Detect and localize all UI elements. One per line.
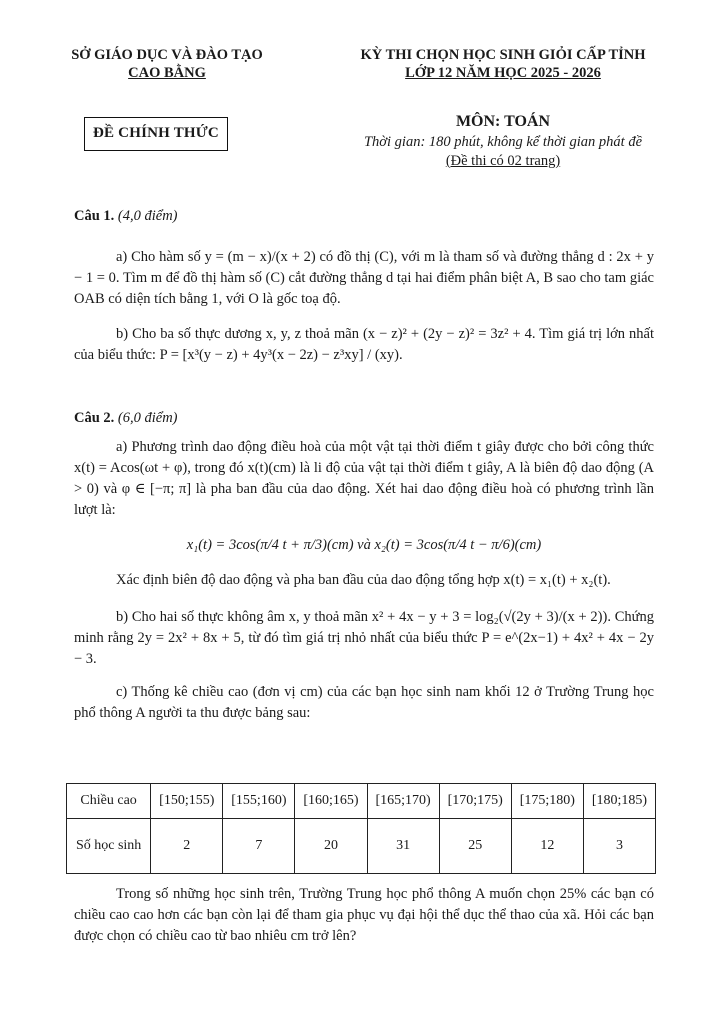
table-cell: [155;160): [223, 784, 295, 819]
table-row-label: Số học sinh: [67, 819, 151, 874]
question-2a-task: Xác định biên độ dao động và pha ban đầu của dao động tổng hợp x(t) = x₁(t) + x₂(t).: [116, 572, 611, 589]
table-header-label: Chiều cao: [67, 784, 151, 819]
table-cell: 20: [295, 819, 367, 874]
exam-year: LỚP 12 NĂM HỌC 2025 - 2026: [405, 65, 601, 82]
question-1-title: Câu 1. (4,0 điểm): [74, 208, 178, 224]
table-cell: 7: [223, 819, 295, 874]
table-cell: 25: [439, 819, 511, 874]
subject-block: [318, 112, 688, 170]
table-cell: 3: [583, 819, 655, 874]
question-2: [74, 408, 654, 724]
subject-title: MÔN: TOÁN: [455, 113, 551, 130]
question-2c-continued: [74, 884, 654, 947]
official-stamp: ĐỀ CHÍNH THỨC: [84, 117, 228, 151]
question-2c-task: Trong số những học sinh trên, Trường Trung học phổ thông A muốn chọn 25% các bạn có chiều cao cao hơn các bạn còn lại để tham gia phục vụ đại hội thể dục thể thao của xã. Hỏi các bạn được chọn có chiều cao từ bao nhiêu cm trở lên?: [74, 886, 654, 945]
table-row: [67, 784, 656, 819]
table-cell: 2: [151, 819, 223, 874]
question-1b: b) Cho ba số thực dương x, y, z thoả mãn (x − z)² + (2y − z)² = 3z² + 4. Tìm giá trị lớn nhất của biểu thức: P = [x³(y − z) + 4y³(x − 2z) − z³xy] / (xy).: [74, 326, 654, 364]
exam-title: KỲ THI CHỌN HỌC SINH GIỎI CẤP TỈNH: [360, 47, 646, 63]
question-2a: a) Phương trình dao động điều hoà của một vật tại thời điểm t giây được cho bởi công thức x(t) = Acos(ωt + φ), trong đó x(t)(cm) là li độ của vật tại thời điểm t giây, A là biên độ dao động (A > 0) và φ ∈ [−π; π] là pha ban đầu của dao động. Xét hai dao động điều hoà có phương trình lần lượt là:: [74, 439, 654, 519]
table-cell: 31: [367, 819, 439, 874]
page-count: (Đề thi có 02 trang): [445, 152, 561, 169]
question-2a-equations: x₁(t) = 3cos(π/4 t + π/3)(cm) và x₂(t) = 3cos(π/4 t − π/6)(cm): [186, 537, 542, 554]
question-2b: b) Cho hai số thực không âm x, y thoả mãn x² + 4x − y + 3 = log₂(√(2y + 3)/(x + 2)). Chứng minh rằng 2y = 2x² + 8x + 5, từ đó tìm giá trị nhỏ nhất của biểu thức P = e^(2x−1) + 4x² + 4x − 2y − 3.: [74, 609, 654, 668]
height-frequency-table: [66, 783, 656, 874]
table-cell: [180;185): [583, 784, 655, 819]
question-2c: c) Thống kê chiều cao (đơn vị cm) của các bạn học sinh nam khối 12 ở Trường Trung học phổ thông A người ta thu được bảng sau:: [74, 684, 654, 722]
question-2-title: Câu 2. (6,0 điểm): [74, 410, 178, 426]
table-cell: [165;170): [367, 784, 439, 819]
question-1a: a) Cho hàm số y = (m − x)/(x + 2) có đồ thị (C), với m là tham số và đường thẳng d : 2x + y − 1 = 0. Tìm m để đồ thị hàm số (C) cắt đường thẳng d tại hai điểm phân biệt A, B sao cho tam giác OAB có diện tích bằng 1, với O là gốc toạ độ.: [74, 249, 654, 308]
exam-header: [318, 46, 688, 82]
question-1: [74, 206, 654, 366]
department-header: [52, 46, 282, 82]
table-cell: 12: [511, 819, 583, 874]
table-cell: [175;180): [511, 784, 583, 819]
department-name: SỞ GIÁO DỤC VÀ ĐÀO TẠO: [71, 47, 263, 63]
table-cell: [160;165): [295, 784, 367, 819]
table-cell: [170;175): [439, 784, 511, 819]
table-row: [67, 819, 656, 874]
table-cell: [150;155): [151, 784, 223, 819]
province-name: CAO BẰNG: [128, 65, 206, 82]
time-limit: Thời gian: 180 phút, không kể thời gian phát đề: [363, 133, 643, 150]
